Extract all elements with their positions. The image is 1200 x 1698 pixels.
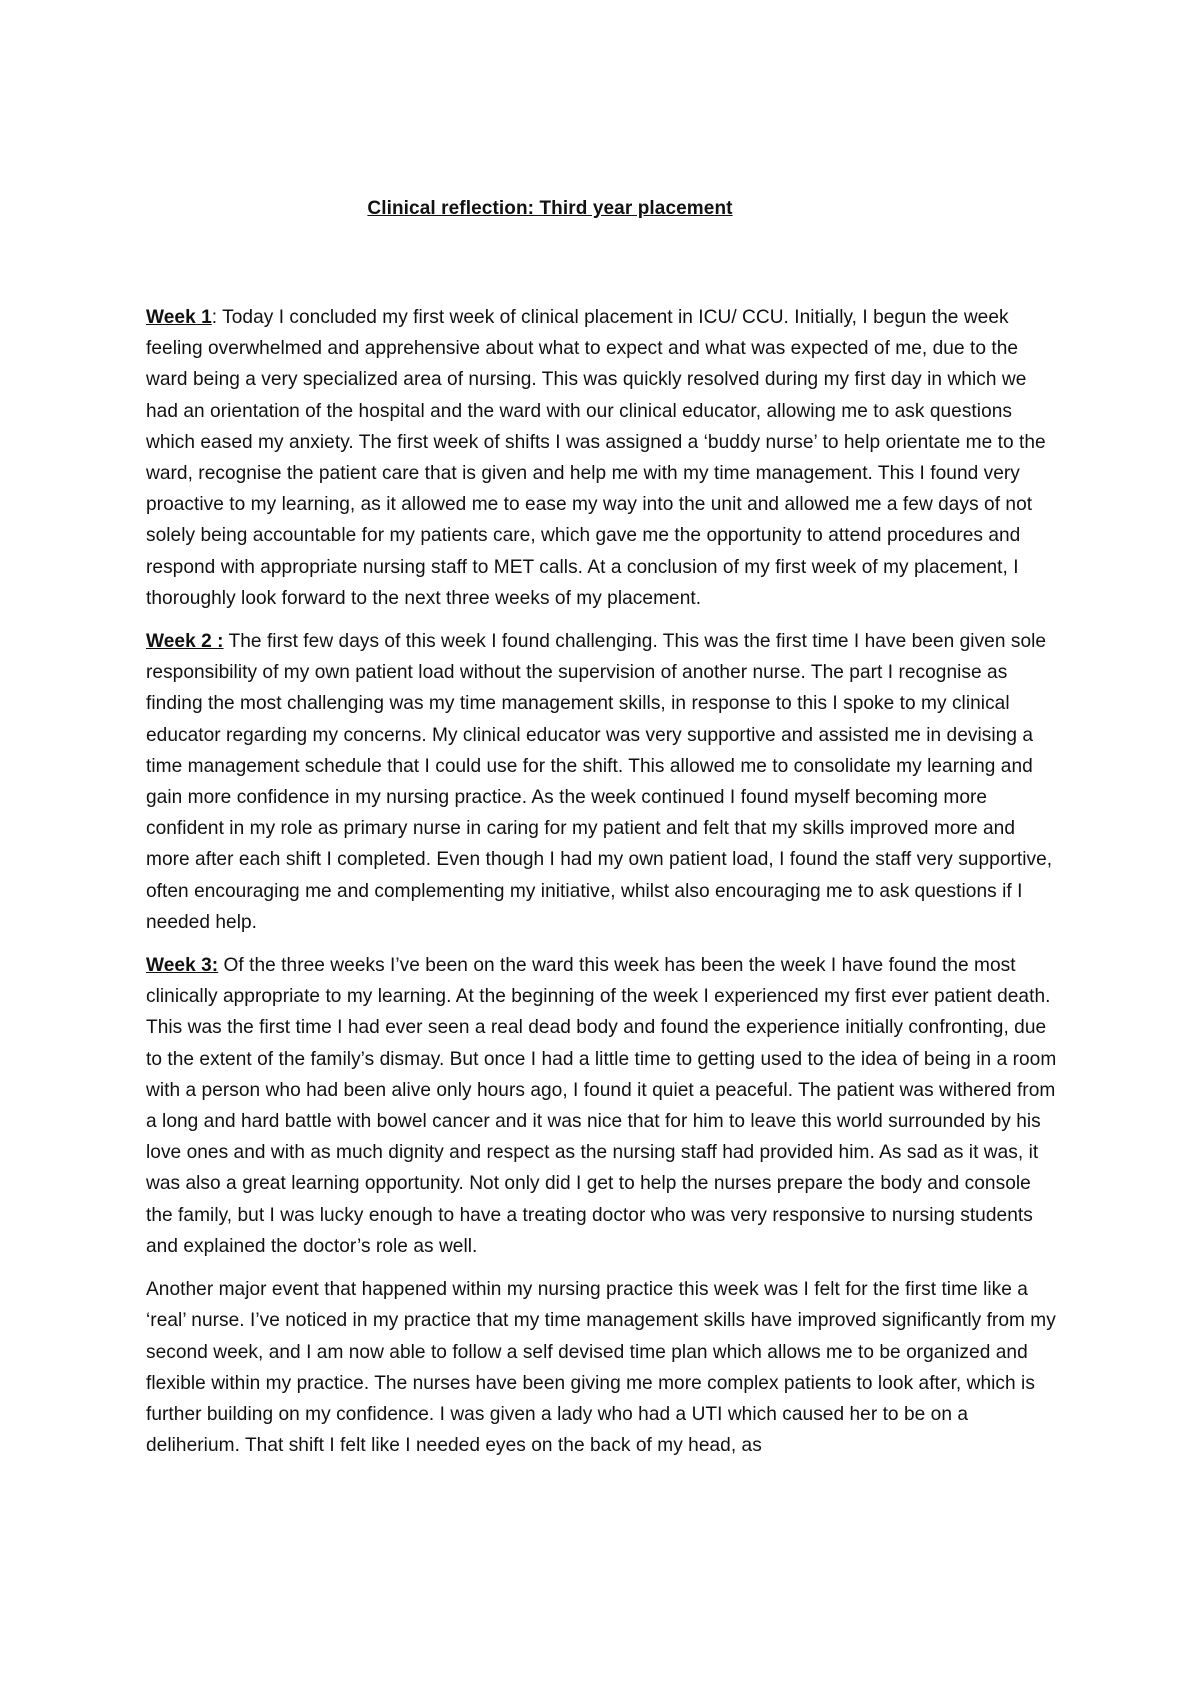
week-3-text: Of the three weeks I’ve been on the ward this week has been the week I have found the most clinically appropriate to my learning. At the beginning of the week I experienced my first ever patient death. This was the first time I had ever seen a real dead body and found the experience initially confronting, due to the extent of the family’s dismay. But once I had a little time to getting used to the idea of being in a room with a person who had been alive only hours ago, I found it quiet a peaceful. The patient was withered from a long and hard battle with bowel cancer and it was nice that for him to leave this world surrounded by his love ones and with as much dignity and respect as the nursing staff had provided him. As sad as it was, it was also a great learning opportunity. Not only did I get to help the nurses prepare the body and console the family, but I was lucky enough to have a treating doctor who was very responsive to nursing students and explained the doctor’s role as well.	[146, 955, 1057, 1257]
paragraph-week-3-continued	[146, 1274, 1062, 1461]
week-3-label: Week 3:	[146, 955, 219, 977]
week-1-separator: :	[211, 307, 218, 328]
paragraph-week-3	[146, 950, 1062, 1262]
paragraph-week-1	[146, 302, 1062, 614]
week-3-continued-text: Another major event that happened within my nursing practice this week was I felt for the first time like a ‘real’ nurse. I’ve noticed in my practice that my time management skills have improved significantly from my second week, and I am now able to follow a self devised time plan which allows me to be organized and flexible within my practice. The nurses have been giving me more complex patients to look after, which is further building on my confidence. I was given a lady who had a UTI which caused her to be on a deliherium. That shift I felt like I needed eyes on the back of my head, as	[146, 1279, 1056, 1457]
week-2-label: Week 2 :	[146, 631, 224, 653]
paragraph-week-2	[146, 626, 1062, 938]
week-2-text: The first few days of this week I found challenging. This was the first time I have been given sole responsibility of my own patient load without the supervision of another nurse. The part I recognise as finding the most challenging was my time management skills, in response to this I spoke to my clinical educator regarding my concerns. My clinical educator was very supportive and assisted me in devising a time management schedule that I could use for the shift. This allowed me to consolidate my learning and gain more confidence in my nursing practice. As the week continued I found myself becoming more confident in my role as primary nurse in caring for my patient and felt that my skills improved more and more after each shift I completed. Even though I had my own patient load, I found the staff very supportive, often encouraging me and complementing my initiative, whilst also encouraging me to ask questions if I needed help.	[146, 631, 1053, 933]
week-1-label: Week 1	[146, 307, 212, 328]
document-title: Clinical reflection: Third year placement	[367, 198, 733, 219]
document-body	[146, 302, 1062, 1473]
week-1-text: Today I concluded my first week of clinical placement in ICU/ CCU. Initially, I begun the week feeling overwhelmed and apprehensive about what to expect and what was expected of me, due to the ward being a very specialized area of nursing. This was quickly resolved during my first day in which we had an orientation of the hospital and the ward with our clinical educator, allowing me to ask questions which eased my anxiety. The first week of shifts I was assigned a ‘buddy nurse’ to help orientate me to the ward, recognise the patient care that is given and help me with my time management. This I found very proactive to my learning, as it allowed me to ease my way into the unit and allowed me a few days of not solely being accountable for my patients care, which gave me the opportunity to attend procedures and respond with appropriate nursing staff to MET calls. At a conclusion of my first week of my placement, I thoroughly look forward to the next three weeks of my placement.	[146, 307, 1046, 609]
